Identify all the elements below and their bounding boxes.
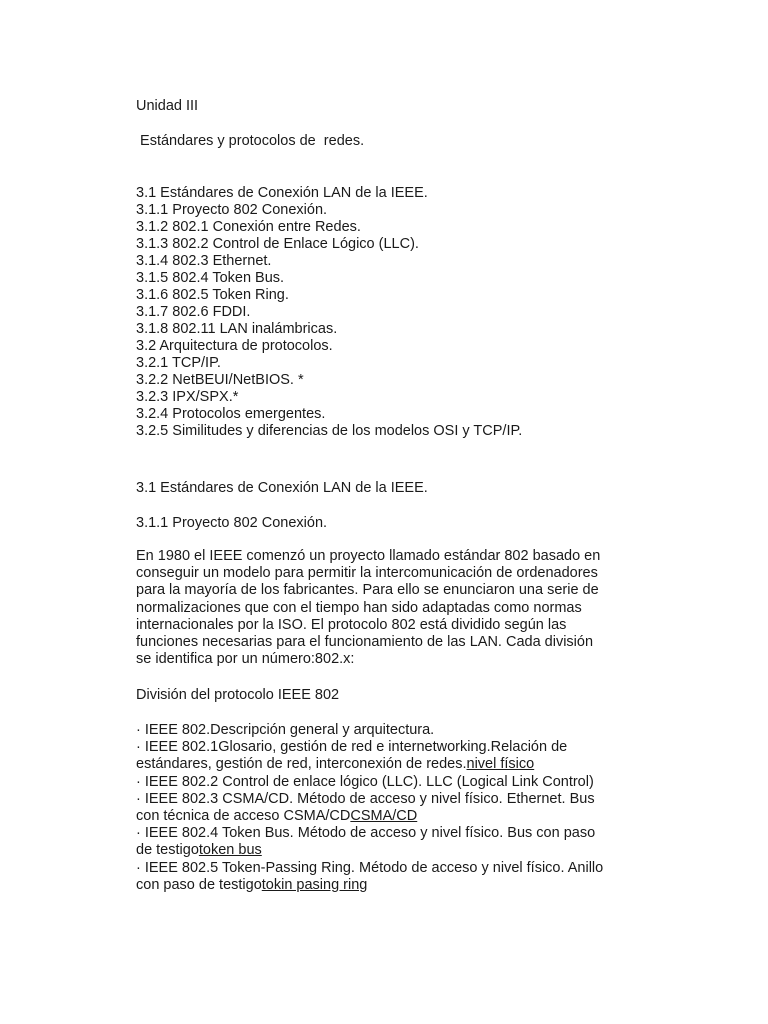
list-item-continuation <box>136 842 636 859</box>
toc-item: 3.1.6 802.5 Token Ring. <box>136 287 289 303</box>
division-heading <box>136 687 636 704</box>
paragraph-line: funciones necesarias para el funcionamiento de las LAN. Cada división <box>136 634 594 651</box>
division-heading-text: División del protocolo IEEE 802 <box>136 687 340 703</box>
csma-cd-link[interactable]: CSMA/CD <box>350 808 418 825</box>
list-item-text: con técnica de acceso CSMA/CD <box>136 808 351 825</box>
protocol-division-list <box>136 722 636 894</box>
section-heading <box>136 480 636 497</box>
toc-item: 3.1.4 802.3 Ethernet. <box>136 253 272 269</box>
list-item: · IEEE 802.1Glosario, gestión de red e internetworking.Relación de <box>136 739 568 756</box>
document-subtitle <box>136 133 636 150</box>
nivel-fisico-link[interactable]: nivel físico <box>466 756 535 773</box>
section-heading-text: 3.1 Estándares de Conexión LAN de la IEEE. <box>136 480 428 496</box>
list-item: · IEEE 802.5 Token-Passing Ring. Método de acceso y nivel físico. Anillo <box>136 859 604 876</box>
intro-paragraph <box>136 548 636 668</box>
list-item-text: estándares, gestión de red, interconexión de redes. <box>136 756 467 773</box>
list-item: · IEEE 802.Descripción general y arquitectura. <box>136 722 435 738</box>
unit-title <box>136 98 636 115</box>
list-item-continuation <box>136 877 636 894</box>
toc-item: 3.1.5 802.4 Token Bus. <box>136 270 285 286</box>
toc-item: 3.1.3 802.2 Control de Enlace Lógico (LLC). <box>136 236 419 252</box>
subsection-heading <box>136 515 636 532</box>
paragraph-line: para la mayoría de los fabricantes. Para ello se enunciaron una serie de <box>136 582 599 599</box>
table-of-contents <box>136 185 636 440</box>
list-item-continuation <box>136 808 636 825</box>
list-item: · IEEE 802.2 Control de enlace lógico (LLC). LLC (Logical Link Control) <box>136 773 594 790</box>
toc-item: 3.1.8 802.11 LAN inalámbricas. <box>136 321 338 337</box>
unit-title-text: Unidad III <box>136 98 199 114</box>
token-bus-link[interactable]: token bus <box>198 842 262 859</box>
toc-item: 3.2.3 IPX/SPX.* <box>136 389 239 405</box>
list-item: · IEEE 802.3 CSMA/CD. Método de acceso y nivel físico. Ethernet. Bus <box>136 790 595 807</box>
toc-item: 3.2.5 Similitudes y diferencias de los modelos OSI y TCP/IP. <box>136 423 523 439</box>
subtitle-text: Estándares y protocolos de redes. <box>136 133 365 149</box>
toc-item: 3.2.4 Protocolos emergentes. <box>136 406 326 422</box>
paragraph-line: internacionales por la ISO. El protocolo 802 está dividido según las <box>136 616 567 633</box>
toc-item: 3.2.2 NetBEUI/NetBIOS. * <box>136 372 304 388</box>
toc-item: 3.2.1 TCP/IP. <box>136 355 221 371</box>
list-item-continuation <box>136 756 636 773</box>
tokin-pasing-ring-link[interactable]: tokin pasing ring <box>261 876 368 893</box>
toc-item: 3.1.7 802.6 FDDI. <box>136 304 251 320</box>
toc-item: 3.1.1 Proyecto 802 Conexión. <box>136 202 328 218</box>
paragraph-line: conseguir un modelo para permitir la intercomunicación de ordenadores <box>136 565 598 582</box>
paragraph-line: En 1980 el IEEE comenzó un proyecto llamado estándar 802 basado en <box>136 548 601 564</box>
paragraph-line: normalizaciones que con el tiempo han sido adaptadas como normas <box>136 599 582 616</box>
subsection-heading-text: 3.1.1 Proyecto 802 Conexión. <box>136 515 328 531</box>
toc-item: 3.2 Arquitectura de protocolos. <box>136 338 333 354</box>
paragraph-line: se identifica por un número:802.x: <box>136 651 355 668</box>
list-item: · IEEE 802.4 Token Bus. Método de acceso y nivel físico. Bus con paso <box>136 825 596 842</box>
list-item-text: de testigo <box>136 842 199 859</box>
toc-item: 3.1 Estándares de Conexión LAN de la IEEE. <box>136 185 428 201</box>
list-item-text: con paso de testigo <box>136 876 262 893</box>
toc-item: 3.1.2 802.1 Conexión entre Redes. <box>136 219 361 235</box>
